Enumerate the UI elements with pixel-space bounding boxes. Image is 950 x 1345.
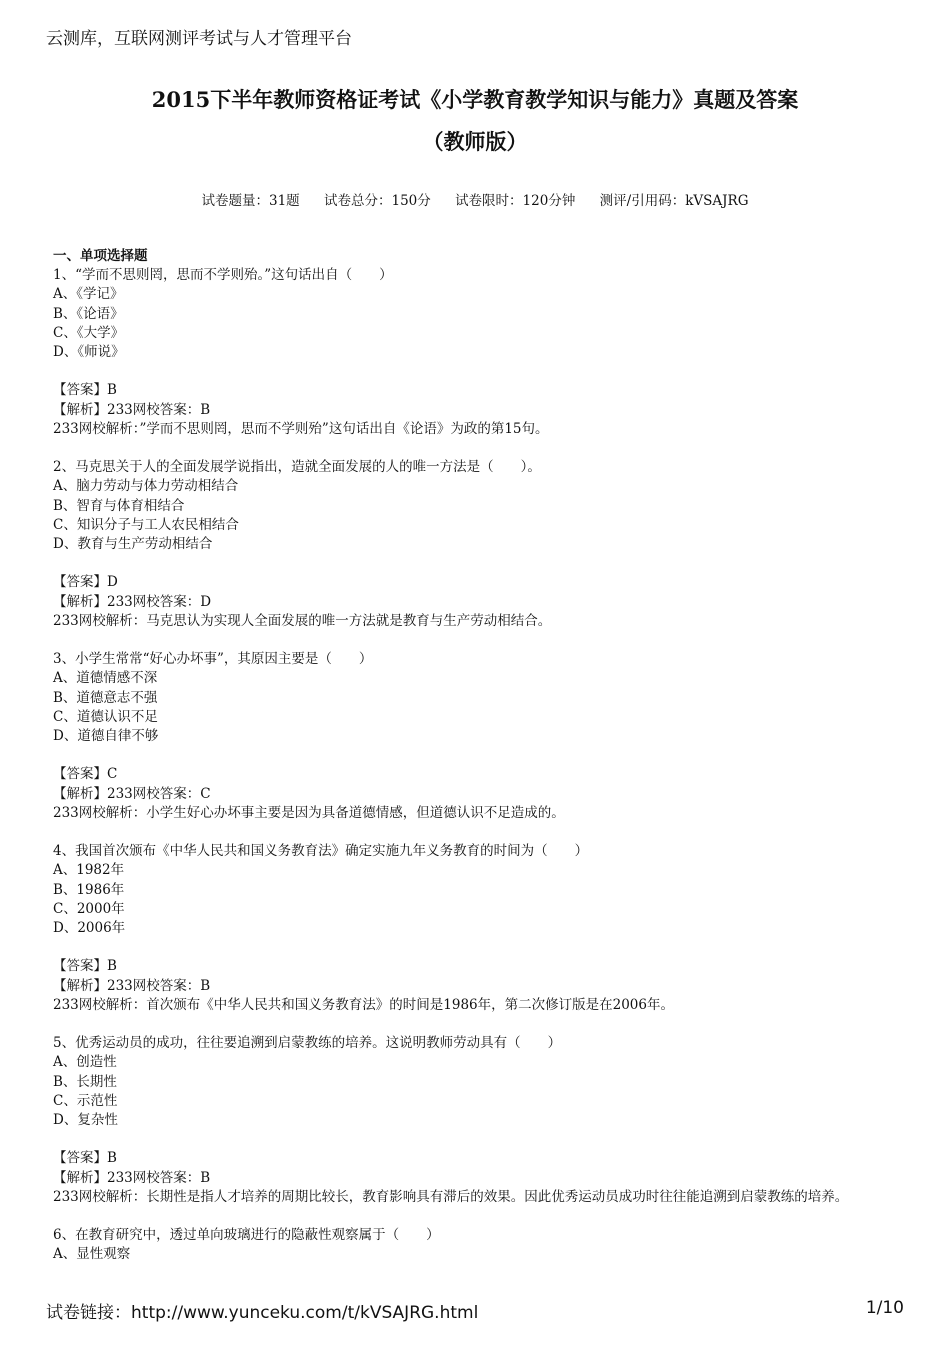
analysis-answer: 【解析】233网校答案：B	[53, 977, 211, 994]
section-title: 一、单项选择题	[53, 248, 148, 264]
analysis-answer: 【解析】233网校答案：C	[53, 785, 211, 802]
option-b: B、1986年	[53, 881, 125, 898]
option-d: D、2006年	[53, 920, 126, 937]
question-4	[53, 842, 903, 1015]
option-c: C、道德认识不足	[53, 708, 158, 725]
question-count: 试卷题量：31题	[201, 193, 300, 209]
page-number: 1/10	[865, 1298, 904, 1318]
answer: 【答案】B	[53, 1150, 117, 1167]
question-2	[53, 458, 903, 631]
exam-subtitle: （教师版）	[422, 129, 528, 154]
time-limit: 试卷限时：120分钟	[455, 193, 576, 209]
analysis-text: 233网校解析：小学生好心办坏事主要是因为具备道德情感，但道德认识不足造成的。	[53, 804, 565, 821]
question-1	[53, 266, 903, 439]
question-6	[53, 1226, 903, 1264]
option-a: A、《学记》	[53, 286, 124, 303]
option-c: C、示范性	[53, 1092, 118, 1109]
analysis-answer: 【解析】233网校答案：D	[53, 593, 212, 610]
question-stem: 1、“学而不思则罔，思而不学则殆。”这句话出自（ ）	[53, 267, 393, 284]
answer: 【答案】B	[53, 382, 117, 399]
option-a: A、1982年	[53, 862, 125, 879]
exam-link[interactable]: 试卷链接：http://www.yunceku.com/t/kVSAJRG.html	[46, 1303, 479, 1323]
question-stem: 5、优秀运动员的成功，往往要追溯到启蒙教练的培养。这说明教师劳动具有（ ）	[53, 1035, 562, 1052]
option-c: C、2000年	[53, 900, 125, 917]
exam-title: 2015下半年教师资格证考试《小学教育教学知识与能力》真题及答案	[151, 87, 799, 112]
option-a: A、显性观察	[53, 1246, 131, 1263]
question-3	[53, 650, 903, 823]
exam-content	[53, 247, 903, 1265]
analysis-text: 233网校解析：马克思认为实现人全面发展的唯一方法就是教育与生产劳动相结合。	[53, 612, 552, 629]
analysis-text: 233网校解析：”学而不思则罔，思而不学则殆”这句话出自《论语》为政的第15句。	[53, 420, 549, 437]
exam-meta	[0, 189, 950, 209]
option-b: B、道德意志不强	[53, 689, 158, 706]
analysis-answer: 【解析】233网校答案：B	[53, 401, 211, 418]
option-b: B、《论语》	[53, 305, 124, 322]
option-b: B、长期性	[53, 1073, 117, 1090]
question-stem: 4、我国首次颁布《中华人民共和国义务教育法》确定实施九年义务教育的时间为（ ）	[53, 843, 589, 860]
question-5	[53, 1034, 903, 1207]
analysis-answer: 【解析】233网校答案：B	[53, 1169, 211, 1186]
option-a: A、道德情感不深	[53, 670, 158, 687]
answer: 【答案】D	[53, 574, 118, 591]
total-score: 试卷总分：150分	[323, 193, 431, 209]
analysis-text: 233网校解析：首次颁布《中华人民共和国义务教育法》的时间是1986年，第二次修订版是在2006年。	[53, 996, 674, 1013]
option-b: B、智育与体育相结合	[53, 497, 185, 514]
question-stem: 6、在教育研究中，透过单向玻璃进行的隐蔽性观察属于（ ）	[53, 1227, 440, 1244]
question-stem: 3、小学生常常“好心办坏事”，其原因主要是（ ）	[53, 651, 373, 668]
option-c: C、《大学》	[53, 324, 125, 341]
answer: 【答案】B	[53, 958, 117, 975]
option-d: D、教育与生产劳动相结合	[53, 536, 213, 553]
option-c: C、知识分子与工人农民相结合	[53, 516, 239, 533]
option-a: A、创造性	[53, 1054, 117, 1071]
question-stem: 2、马克思关于人的全面发展学说指出，造就全面发展的人的唯一方法是（ ）。	[53, 459, 541, 476]
option-d: D、复杂性	[53, 1112, 118, 1129]
option-d: D、道德自律不够	[53, 728, 159, 745]
option-a: A、脑力劳动与体力劳动相结合	[53, 478, 239, 495]
site-header: 云测库，互联网测评考试与人才管理平台	[46, 29, 352, 49]
option-d: D、《师说》	[53, 344, 125, 361]
analysis-text: 233网校解析：长期性是指人才培养的周期比较长，教育影响具有滞后的效果。因此优秀运动员成功时往往能追溯到启蒙教练的培养。	[53, 1188, 849, 1205]
test-code: 测评/引用码：kVSAJRG	[599, 193, 749, 209]
answer: 【答案】C	[53, 766, 118, 783]
